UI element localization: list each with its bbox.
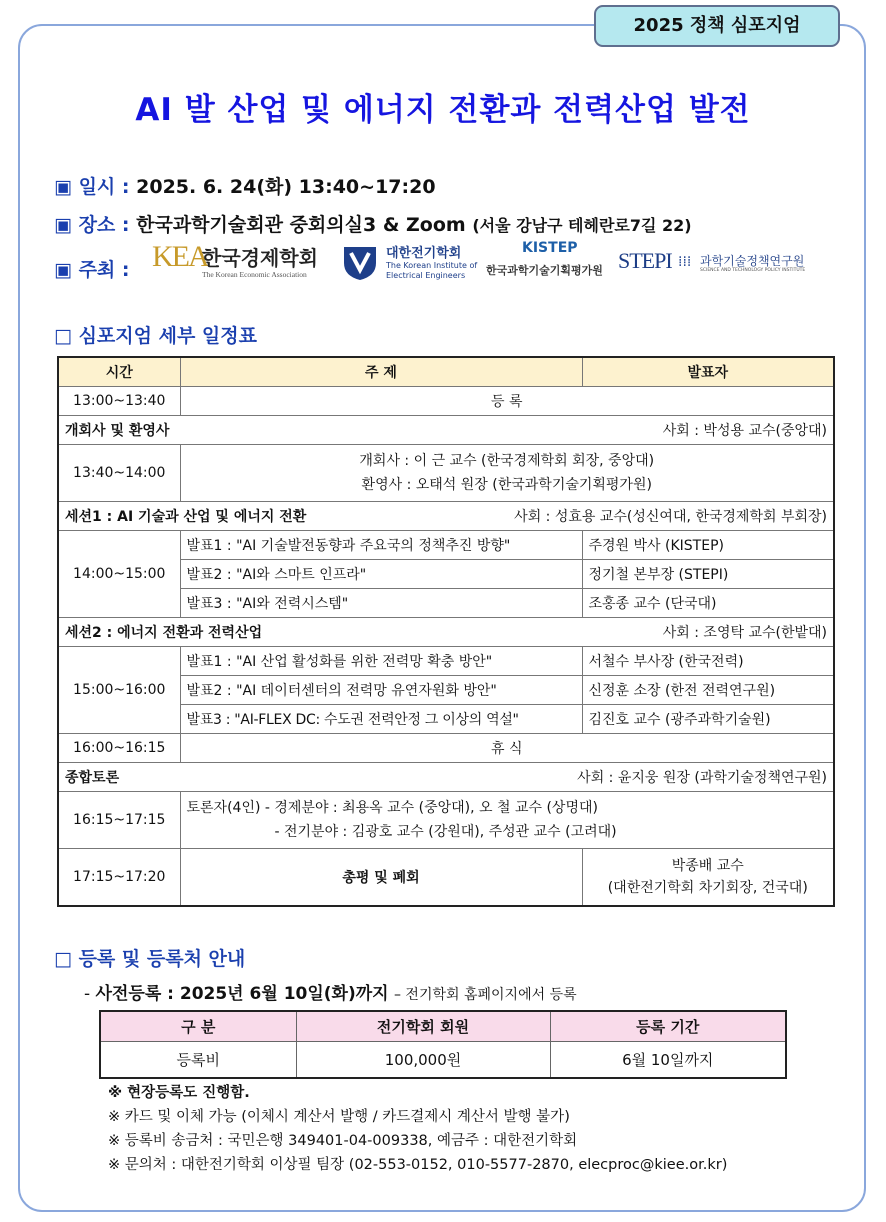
kiee-logo-english-2: Electrical Engineers — [386, 271, 466, 280]
talk-topic: 발표1 : "AI 기술발전동향과 주요국의 정책추진 방향" — [180, 531, 582, 560]
venue-line — [54, 210, 692, 237]
date-label: 일시 : — [78, 176, 130, 198]
registration-cell: 등 록 — [180, 387, 834, 416]
opening-detail-cell — [180, 445, 834, 502]
talk-speaker: 정기철 본부장 (STEPI) — [582, 560, 834, 589]
session2-title: 세션2 : 에너지 전환과 전력산업 — [65, 625, 263, 641]
closing-speaker-cell — [582, 849, 834, 907]
talk-speaker: 서철수 부사장 (한국전력) — [582, 647, 834, 676]
fee-deadline: 6월 10일까지 — [550, 1042, 786, 1079]
fee-header-period: 등록 기간 — [550, 1011, 786, 1042]
talk-speaker: 조홍종 교수 (단국대) — [582, 589, 834, 618]
date-line — [54, 172, 436, 199]
break-cell: 휴 식 — [180, 734, 834, 763]
pre-registration-note: – 전기학회 홈페이지에서 등록 — [393, 987, 577, 1003]
kea-logo-name: 한국경제학회 — [202, 246, 318, 270]
table-row — [100, 1042, 786, 1079]
kea-logo — [152, 240, 332, 286]
stepi-logo-name: 과학기술정책연구원 — [700, 254, 805, 268]
talk-topic: 발표2 : "AI 데이터센터의 전력망 유연자원화 방안" — [180, 676, 582, 705]
talk-speaker: 김진호 교수 (광주과학기술원) — [582, 705, 834, 734]
session2-header-cell — [58, 618, 834, 647]
host-logos — [152, 240, 822, 286]
pre-registration-dash: - — [84, 984, 96, 1004]
time-cell: 16:15~17:15 — [58, 792, 180, 849]
note-onsite: ※ 현장등록도 진행함. — [108, 1085, 250, 1101]
registration-notes — [108, 1081, 727, 1177]
stepi-logo-mark: STEPI — [618, 248, 672, 273]
square-bullet-icon: ▣ — [54, 214, 72, 236]
section-row — [58, 502, 834, 531]
note-contact: ※ 문의처 : 대한전기학회 이상필 팀장 (02-553-0152, 010-5577-2870, elecproc@kiee.or.kr) — [108, 1157, 728, 1173]
stepi-dots-icon: ⁞⁞⁞ — [678, 254, 692, 270]
time-cell: 16:00~16:15 — [58, 734, 180, 763]
table-row — [58, 531, 834, 560]
talk-topic: 발표3 : "AI-FLEX DC: 수도권 전력안정 그 이상의 역설" — [180, 705, 582, 734]
section-row — [58, 763, 834, 792]
venue-value: 한국과학기술회관 중회의실3 & Zoom — [136, 214, 466, 236]
session1-chair: 사회 : 성효용 교수(성신여대, 한국경제학회 부회장) — [514, 509, 827, 525]
closing-cell: 총평 및 폐회 — [180, 849, 582, 907]
time-cell: 13:00~13:40 — [58, 387, 180, 416]
section-row — [58, 416, 834, 445]
event-badge: 2025 정책 심포지엄 — [594, 5, 840, 47]
kea-logo-mark: KEA — [152, 240, 208, 273]
welcome-speech: 환영사 : 오태석 원장 (한국과학기술기획평가원) — [361, 477, 652, 493]
square-bullet-icon: ▣ — [54, 176, 72, 198]
host-label: 주최 : — [78, 259, 130, 281]
fee-header-member: 전기학회 회원 — [296, 1011, 550, 1042]
stepi-logo-english: SCIENCE AND TECHNOLOGY POLICY INSTITUTE — [700, 268, 806, 273]
venue-label: 장소 : — [78, 214, 130, 236]
time-cell: 15:00~16:00 — [58, 647, 180, 734]
opening-title: 개회사 및 환영사 — [65, 423, 170, 439]
session1-header-cell — [58, 502, 834, 531]
fee-header-category: 구 분 — [100, 1011, 296, 1042]
schedule-header-row — [58, 357, 834, 387]
venue-address: (서울 강남구 테헤란로7길 22) — [472, 216, 692, 235]
page-title: AI 발 산업 및 에너지 전환과 전력산업 발전 — [135, 92, 751, 128]
kistep-logo-mark: KISTEP — [522, 240, 578, 256]
table-row — [58, 849, 834, 907]
session1-title: 세션1 : AI 기술과 산업 및 에너지 전환 — [65, 509, 307, 525]
pre-registration-deadline: 사전등록 : 2025년 6월 10일(화)까지 — [95, 984, 389, 1004]
table-row — [58, 647, 834, 676]
closing-speaker-affiliation: (대한전기학회 차기회장, 건국대) — [607, 880, 808, 896]
kiee-emblem-icon — [342, 243, 378, 281]
talk-topic: 발표2 : "AI와 스마트 인프라" — [180, 560, 582, 589]
schedule-table — [57, 356, 835, 907]
square-bullet-icon: ▣ — [54, 259, 72, 281]
table-row — [58, 387, 834, 416]
kiee-logo — [342, 240, 478, 286]
kistep-logo-name: 한국과학기술기획평가원 — [486, 264, 603, 277]
header-topic: 주 제 — [180, 357, 582, 387]
panel-chair: 사회 : 윤지웅 원장 (과학기술정책연구원) — [577, 770, 827, 786]
fee-amount: 100,000원 — [296, 1042, 550, 1079]
table-row — [58, 734, 834, 763]
header-time: 시간 — [58, 357, 180, 387]
time-cell: 13:40~14:00 — [58, 445, 180, 502]
table-row — [58, 445, 834, 502]
session2-chair: 사회 : 조영탁 교수(한밭대) — [662, 625, 827, 641]
kistep-logo — [486, 240, 612, 286]
date-value: 2025. 6. 24(화) 13:40~17:20 — [136, 176, 436, 198]
fee-table — [99, 1010, 787, 1079]
pre-registration-line — [84, 979, 577, 1004]
opening-header-cell — [58, 416, 834, 445]
kiee-logo-name: 대한전기학회 — [386, 246, 462, 261]
talk-speaker: 신정훈 소장 (한전 전력연구원) — [582, 676, 834, 705]
kiee-logo-english-1: The Korean Institute of — [386, 261, 478, 270]
note-payment: ※ 카드 및 이체 가능 (이체시 계산서 발행 / 카드결제시 계산서 발행 불가) — [108, 1109, 570, 1125]
talk-topic: 발표1 : "AI 산업 활성화를 위한 전력망 확충 방안" — [180, 647, 582, 676]
opening-speech: 개회사 : 이 근 교수 (한국경제학회 회장, 중앙대) — [359, 453, 655, 469]
header-speaker: 발표자 — [582, 357, 834, 387]
panel-detail-cell — [180, 792, 834, 849]
time-cell: 17:15~17:20 — [58, 849, 180, 907]
talk-speaker: 주경원 박사 (KISTEP) — [582, 531, 834, 560]
panel-header-cell — [58, 763, 834, 792]
time-cell: 14:00~15:00 — [58, 531, 180, 618]
registration-section-title: □ 등록 및 등록처 안내 — [54, 948, 246, 970]
kea-logo-english: The Korean Economic Association — [202, 270, 307, 279]
panel-economics: 토론자(4인) - 경제분야 : 최용옥 교수 (중앙대), 오 철 교수 (상명대) — [186, 800, 598, 816]
note-bank: ※ 등록비 송금처 : 국민은행 349401-04-009338, 예금주 : 대한전기학회 — [108, 1133, 578, 1149]
closing-speaker: 박종배 교수 — [671, 858, 744, 874]
host-line — [54, 255, 130, 282]
fee-header-row — [100, 1011, 786, 1042]
stepi-logo — [618, 240, 822, 286]
table-row — [58, 792, 834, 849]
fee-category: 등록비 — [100, 1042, 296, 1079]
talk-topic: 발표3 : "AI와 전력시스템" — [180, 589, 582, 618]
schedule-section-title: □ 심포지엄 세부 일정표 — [54, 325, 257, 347]
section-row — [58, 618, 834, 647]
opening-chair: 사회 : 박성용 교수(중앙대) — [662, 423, 827, 439]
panel-electrical: - 전기분야 : 김광호 교수 (강원대), 주성관 교수 (고려대) — [274, 824, 617, 840]
panel-title: 종합토론 — [65, 770, 120, 786]
